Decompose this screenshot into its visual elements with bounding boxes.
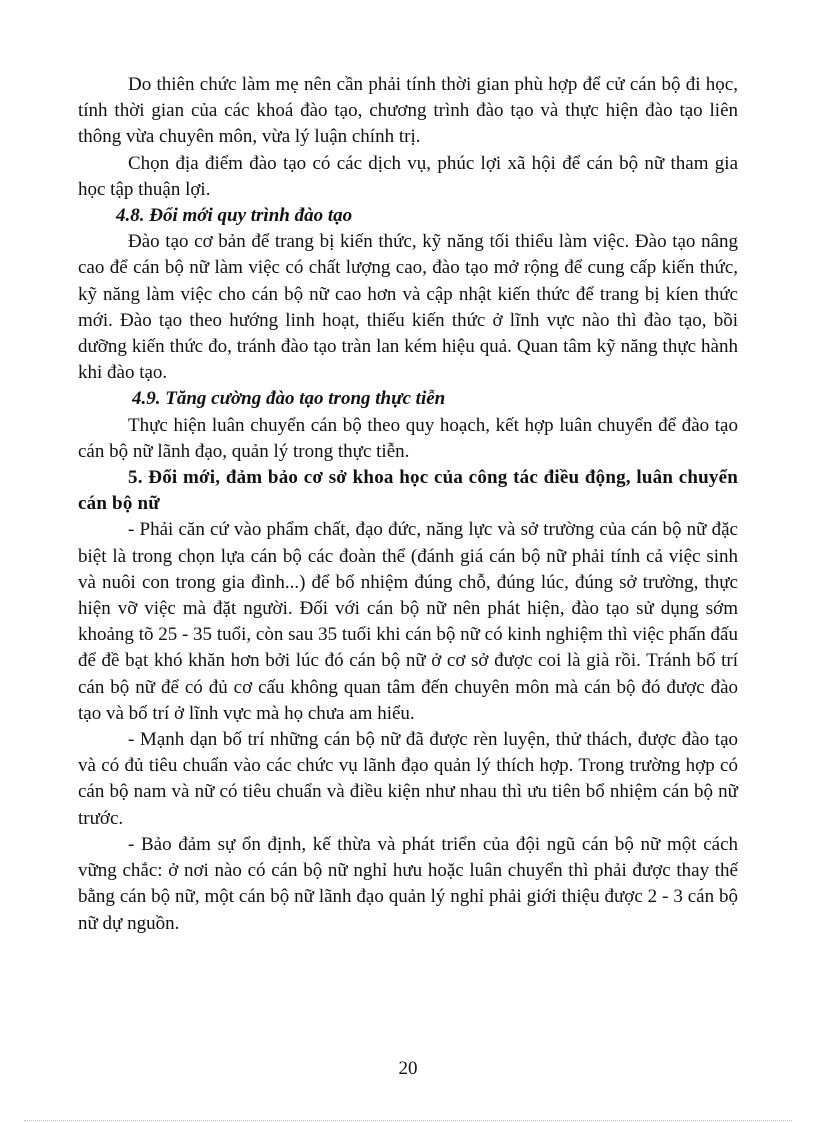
page-number: 20 <box>398 1058 418 1079</box>
paragraph-4: Thực hiện luân chuyển cán bộ theo quy hoạch, kết hợp luân chuyển để đào tạo cán bộ nữ lãnh đạo, quản lý trong thực tiễn. <box>78 414 738 462</box>
paragraph-2: Chọn địa điểm đào tạo có các dịch vụ, phúc lợi xã hội để cán bộ nữ tham gia học tập thuận lợi. <box>78 152 738 200</box>
paragraph-5: - Phải căn cứ vào phẩm chất, đạo đức, năng lực và sở trường của cán bộ nữ đặc biệt là trong chọn lựa cán bộ các đoàn thể (đánh giá cán bộ nữ phải tính cả việc sinh và nuôi con trong gia đình...) để bổ nhiệm đúng chỗ, đúng lúc, đúng sở trường, thực hiện vỡ việc mà đặt người. Đối với cán bộ nữ nên phát hiện, đào tạo sử dụng sớm khoảng tõ 25 - 35 tuổi, còn sau 35 tuổi khi cán bộ nữ có kinh nghiệm thì việc phấn đấu để đề bạt khó khăn hơn bởi lúc đó cán bộ nữ ở cơ sở được coi là già rồi. Tránh bố trí cán bộ nữ để có đủ cơ cấu không quan tâm đến chuyên môn mà cán bộ đó được đào tạo và bố trí ở lĩnh vực mà họ chưa am hiểu. <box>78 519 738 724</box>
heading-4-8: 4.8. Đổi mới quy trình đào tạo <box>116 205 353 227</box>
paragraph-6: - Mạnh dạn bố trí những cán bộ nữ đã được rèn luyện, thử thách, được đào tạo và có đủ tiêu chuẩn vào các chức vụ lãnh đạo quản lý thích hợp. Trong trường hợp có cán bộ nam và nữ có tiêu chuẩn và điều kiện như nhau thì ưu tiên bổ nhiệm cán bộ nữ trước. <box>78 729 738 829</box>
section-heading-5: 5. Đổi mới, đảm bảo cơ sở khoa học của công tác điều động, luân chuyển cán bộ nữ <box>78 467 738 515</box>
paragraph-7: - Bảo đảm sự ổn định, kế thừa và phát triển của đội ngũ cán bộ nữ một cách vững chắc: ở nơi nào có cán bộ nữ nghỉ hưu hoặc luân chuyển thì phải được thay thế bằng cán bộ nữ, một cán bộ nữ lãnh đạo quản lý nghỉ phải giới thiệu được 2 - 3 cán bộ nữ dự nguồn. <box>78 833 738 934</box>
paragraph-1: Do thiên chức làm mẹ nên cần phải tính thời gian phù hợp để cử cán bộ đi học, tính thời gian của các khoá đào tạo, chương trình đào tạo và thực hiện đào tạo liên thông vừa chuyên môn, vừa lý luận chính trị. <box>78 74 738 148</box>
paragraph-3: Đào tạo cơ bản để trang bị kiến thức, kỹ năng tối thiểu làm việc. Đào tạo nâng cao để cán bộ nữ làm việc có chất lượng cao, đào tạo mở rộng để cung cấp kiến thức, kỹ năng làm việc cho cán bộ nữ cao hơn và cập nhật kiến thức để trang bị kíen thức mới. Đào tạo theo hướng linh hoạt, thiếu kiến thức ở lĩnh vực nào thì đào tạo, bồi dưỡng kiến thức đo, tránh đào tạo tràn lan kém hiệu quả. Quan tâm kỹ năng thực hành khi đào tạo. <box>78 231 738 384</box>
page-bottom-divider <box>24 1120 792 1121</box>
page-body <box>78 72 738 937</box>
heading-4-9: 4.9. Tăng cường đào tạo trong thực tiễn <box>132 388 446 410</box>
